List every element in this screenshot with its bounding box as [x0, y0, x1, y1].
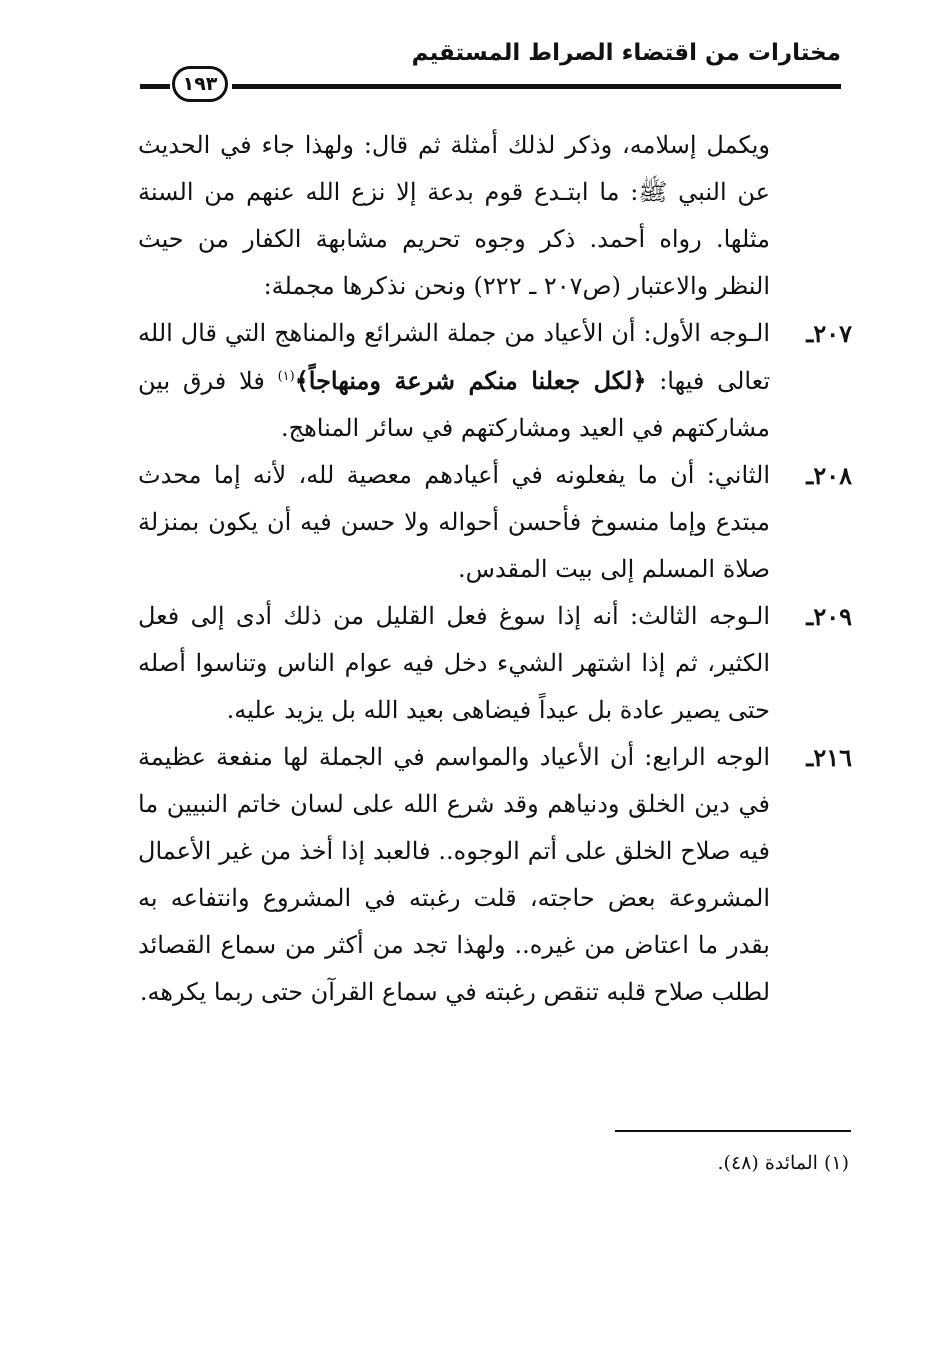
quran-quote: ﴿لكل جعلنا منكم شرعة ومنهاجاً﴾ — [294, 366, 647, 395]
header-rule-left — [140, 84, 170, 89]
main-text — [138, 122, 852, 1016]
header-rule — [232, 84, 841, 89]
entry-207 — [138, 310, 852, 452]
entry-number: ٢٠٨ـ — [806, 461, 852, 490]
entry-text: الـوجه الأول: أن الأعياد من جملة الشرائع والمناهج التي قال الله تعالى فيها: — [138, 319, 771, 395]
entry-number: ٢٠٩ـ — [806, 602, 852, 631]
entry-216 — [138, 734, 852, 1016]
intro-paragraph: ويكمل إسلامه، وذكر لذلك أمثلة ثم قال: ولهذا جاء في الحديث عن النبي ﷺ: ما ابتـدع قوم بدعة إلا نزع الله عنهم من السنة مثلها. رواه أحمد. ذكر وجوه تحريم مشابهة الكفار من حيث النظر والاعتبار (ص٢٠٧ ـ ٢٢٢) ونحن نذكرها مجملة: — [138, 131, 770, 300]
entry-text-continued: فلا فرق بين مشاركتهم في العيد ومشاركتهم في سائر المناهج. — [138, 367, 770, 442]
footnote: (١) المائدة (٤٨). — [717, 1152, 849, 1174]
running-header-title: مختارات من اقتضاء الصراط المستقيم — [411, 40, 841, 66]
entry-number: ٢١٦ـ — [806, 743, 852, 772]
entry-number: ٢٠٧ـ — [806, 319, 852, 348]
entry-text: الـوجه الثالث: أنه إذا سوغ فعل القليل من ذلك أدى إلى فعل الكثير، ثم إذا اشتهر الشيء دخل فيه عوام الناس وتناسوا أصله حتى يصير عادة بل عيداً فيضاهى بعيد الله بل يزيد عليه. — [138, 602, 770, 724]
footnote-separator — [615, 1130, 851, 1132]
entry-text: الثاني: أن ما يفعلونه في أعيادهم معصية لله، لأنه إما محدث مبتدع وإما منسوخ فأحسن أحواله ولا حسن فيه أن يكون بمنزلة صلاة المسلم إلى بيت المقدس. — [138, 461, 770, 583]
entry-209 — [138, 593, 852, 734]
entry-text: الوجه الرابع: أن الأعياد والمواسم في الجملة لها منفعة عظيمة في دين الخلق ودنياهم وقد شرع الله على لسان خاتم النبيين ما فيه صلاح الخلق على أتم الوجوه.. فالعبد إذا أخذ من غير الأعمال المشروعة بعض حاجته، قلت رغبته في المشروع وانتفاعه به بقدر ما اعتاض من غيره.. ولهذا تجد من أكثر من سماع القصائد لطلب صلاح قلبه تنقص رغبته في سماع القرآن حتى ربما يكرهه. — [138, 743, 770, 1006]
entry-208 — [138, 452, 852, 593]
page-number: ١٩٣ — [172, 66, 228, 102]
footnote-marker: (١) — [277, 369, 295, 384]
